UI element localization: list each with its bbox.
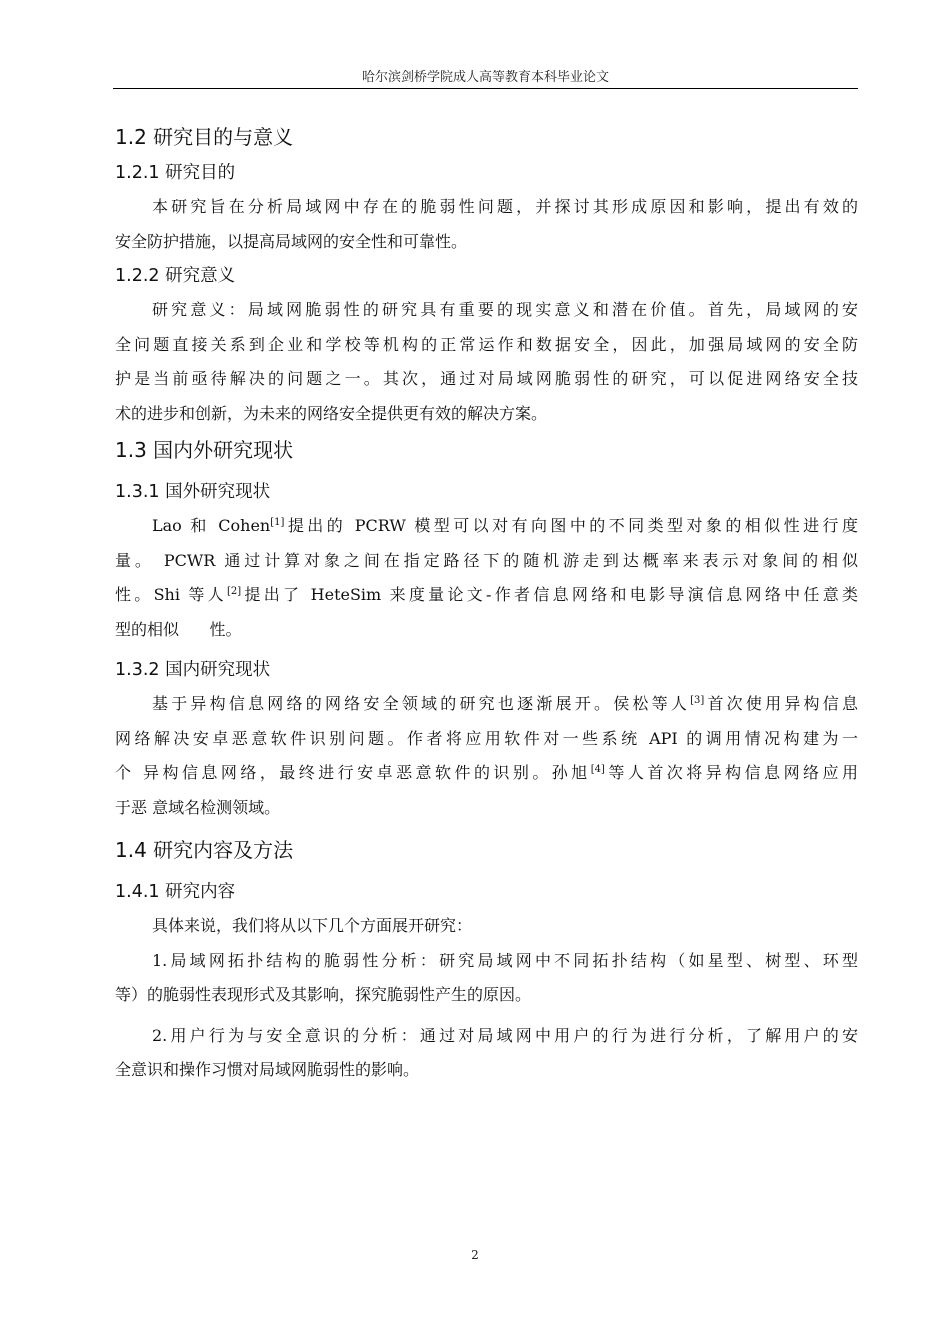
- citation-ref: [1]: [270, 517, 285, 528]
- section-heading-1-3: 1.3 国内外研究现状: [115, 438, 294, 462]
- citation-ref: [3]: [690, 695, 705, 706]
- subsection-heading-1-3-1: 1.3.1 国外研究现状: [115, 482, 271, 502]
- document-body: [115, 118, 858, 1088]
- header-rule: [113, 88, 858, 89]
- text-line: 护是当前亟待解决的问题之一。其次，通过对局域网脆弱性的研究，可以促进网络安全技: [115, 369, 858, 388]
- section-heading-1-2: 1.2 研究目的与意义: [115, 125, 294, 149]
- text-line: 具体来说，我们将从以下几个方面展开研究：: [152, 916, 473, 935]
- text-line: 全意识和操作习惯对局域网脆弱性的影响。: [115, 1060, 420, 1079]
- subsection-heading-1-4-1: 1.4.1 研究内容: [115, 882, 236, 902]
- text-line: 术的进步和创新，为未来的网络安全提供更有效的解决方案。: [115, 403, 548, 423]
- text-line: 基于异构信息网络的网络安全领域的研究也逐渐展开。侯松等人[3]首次使用异构信息: [152, 694, 858, 713]
- paragraph-research-significance: [115, 293, 858, 431]
- paragraph-research-content: [115, 909, 858, 1088]
- list-item-1: 1.局域网拓扑结构的脆弱性分析：研究局域网中不同拓扑结构（如星型、树型、环型: [152, 950, 858, 970]
- text-line: 个 异构信息网络，最终进行安卓恶意软件的识别。孙旭[4]等人首次将异构信息网络应用: [115, 763, 858, 782]
- text-line: 网络解决安卓恶意软件识别问题。作者将应用软件对一些系统 API 的调用情况构建为一: [115, 728, 858, 748]
- section-heading-1-4: 1.4 研究内容及方法: [115, 838, 294, 862]
- citation-ref: [4]: [590, 764, 605, 775]
- text-line: 本研究旨在分析局域网中存在的脆弱性问题，并探讨其形成原因和影响，提出有效的: [152, 197, 858, 216]
- text-line: 型的相似 性。: [115, 619, 242, 639]
- text-line: 等）的脆弱性表现形式及其影响，探究脆弱性产生的原因。: [115, 985, 532, 1004]
- text-line: 性。Shi 等人[2]提出了 HeteSim 来度量论文-作者信息网络和电影导演信息网络中任意类: [115, 585, 858, 604]
- paragraph-foreign-research: [115, 509, 858, 647]
- text-line: 研究意义：局域网脆弱性的研究具有重要的现实意义和潜在价值。首先，局域网的安: [152, 300, 858, 319]
- subsection-heading-1-3-2: 1.3.2 国内研究现状: [115, 660, 271, 680]
- text-line: Lao 和 Cohen[1]提出的 PCRW 模型可以对有向图中的不同类型对象的相似性进行度: [152, 516, 858, 535]
- subsection-heading-1-2-1: 1.2.1 研究目的: [115, 163, 236, 183]
- paragraph-domestic-research: [115, 687, 858, 825]
- text-line: 安全防护措施，以提高局域网的安全性和可靠性。: [115, 231, 468, 251]
- text-line: 于恶 意域名检测领域。: [115, 797, 281, 817]
- page-number: 2: [471, 1248, 479, 1262]
- text-line: 量。 PCWR 通过计算对象之间在指定路径下的随机游走到达概率来表示对象间的相似: [115, 550, 858, 570]
- running-header: 哈尔滨剑桥学院成人高等教育本科毕业论文: [361, 70, 609, 85]
- citation-ref: [2]: [226, 586, 242, 597]
- list-item-2: 2.用户行为与安全意识的分析：通过对局域网中用户的行为进行分析，了解用户的安: [152, 1025, 858, 1045]
- text-line: 全问题直接关系到企业和学校等机构的正常运作和数据安全，因此，加强局域网的安全防: [115, 334, 858, 354]
- paragraph-research-purpose: [115, 190, 858, 259]
- subsection-heading-1-2-2: 1.2.2 研究意义: [115, 266, 236, 286]
